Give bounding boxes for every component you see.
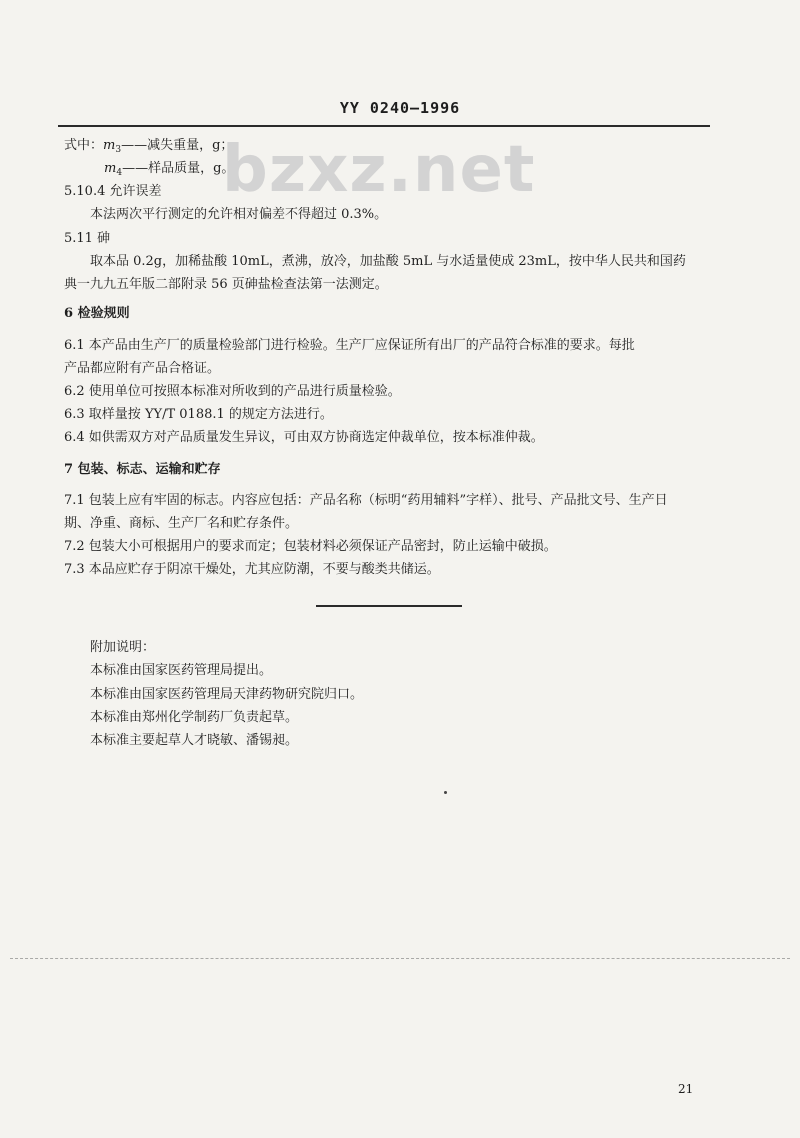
section-6-4: 6.4 如供需双方对产品质量发生异议，可由双方协商选定仲裁单位，按本标准仲裁。 [64,430,544,445]
section-6-2: 6.2 使用单位可按照本标准对所收到的产品进行质量检验。 [64,384,401,399]
m3-description: ——减失重量，g； [121,138,234,153]
formula-note-m3 [64,137,233,159]
end-of-text-rule [316,605,462,607]
m4-description: ——样品质量，g。 [122,161,235,176]
section-6-1-line1: 6.1 本产品由生产厂的质量检验部门进行检验。生产厂应保证所有出厂的产品符合标准的要求。每批 [64,338,635,353]
appendix-line2: 本标准由国家医药管理局天津药物研究院归口。 [90,687,364,702]
section-7-3: 7.3 本品应贮存于阴凉干燥处，尤其应防潮，不要与酸类共储运。 [64,562,440,577]
section-5-11-body-line1: 取本品 0.2g，加稀盐酸 10mL，煮沸，放冷，加盐酸 5mL 与水适量使成 23mL，按中华人民共和国药 [90,254,686,269]
section-7-2: 7.2 包装大小可根据用户的要求而定；包装材料必须保证产品密封，防止运输中破损。 [64,539,557,554]
section-5-11-body-line2: 典一九九五年版二部附录 56 页砷盐检查法第一法测定。 [64,277,388,292]
scan-speck [444,791,447,794]
section-5-10-4-title: 5.10.4 允许误差 [64,184,162,199]
formula-note-m4 [104,160,234,182]
symbol-m3: $m_3$ [103,138,122,155]
standard-code-header: YY 0240—1996 [339,99,461,117]
section-5-11-title: 5.11 砷 [64,231,111,246]
header-rule [58,125,710,127]
appendix-title: 附加说明： [90,640,156,655]
appendix-line4: 本标准主要起草人才晓敏、潘锡昶。 [90,733,299,748]
section-6-1-line2: 产品都应附有产品合格证。 [64,361,221,376]
appendix-line3: 本标准由郑州化学制药厂负责起草。 [90,710,299,725]
watermark-logo: bzxz.net [222,133,536,207]
page-number: 21 [678,1082,694,1096]
section-7-title: 7 包装、标志、运输和贮存 [64,462,221,477]
symbol-m4: $m_4$ [104,161,123,178]
section-7-1-line1: 7.1 包装上应有牢固的标志。内容应包括：产品名称（标明“药用辅料”字样）、批号、产品批文号、生产日 [64,493,668,508]
section-5-10-4-body: 本法两次平行测定的允许相对偏差不得超过 0.3%。 [90,207,388,222]
formula-prefix: 式中： [64,138,104,153]
appendix-line1: 本标准由国家医药管理局提出。 [90,663,273,678]
section-6-title: 6 检验规则 [64,306,130,321]
section-6-3: 6.3 取样量按 YY/T 0188.1 的规定方法进行。 [64,407,333,422]
scan-dotted-line [10,958,790,959]
section-7-1-line2: 期、净重、商标、生产厂名和贮存条件。 [64,516,299,531]
